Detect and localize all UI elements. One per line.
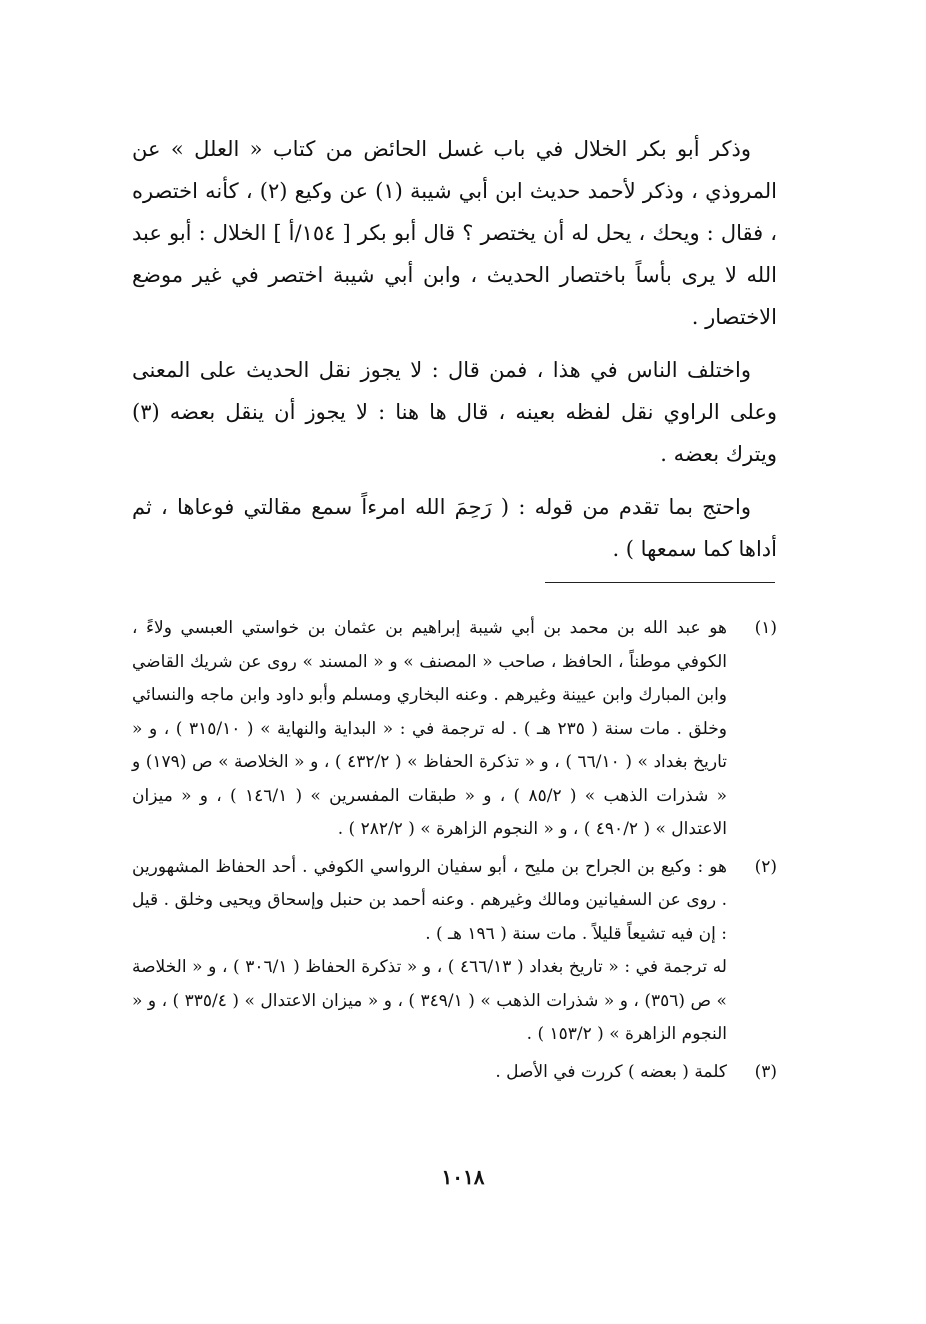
footnotes	[132, 612, 777, 1093]
footnote-text: هو : وكيع بن الجراح بن مليح ، أبو سفيان الرواسي الكوفي . أحد الحفاظ المشهورين . روى عن السفيانين ومالك وغيرهم . وعنه أحمد بن حنبل وإسحاق ويحيى وخلق . قيل : إن فيه تشيعاً قليلاً . مات سنة ( ١٩٦ هـ ) .	[132, 856, 727, 944]
footnote-text: له ترجمة في : « تاريخ بغداد ( ٤٦٦/١٣ ) ، و « تذكرة الحفاظ ( ٣٠٦/١ ) ، و « الخلاصة » ص (٣٥٦) ، و « شذرات الذهب » ( ٣٤٩/١ ) ، و « ميزان الاعتدال » ( ٣٣٥/٤ ) ، و « النجوم الزاهرة » ( ١٥٣/٢ ) .	[132, 957, 727, 1044]
page-number: ١٠١٨	[441, 1165, 485, 1189]
footnote-text: كلمة ( بعضه ) كررت في الأصل .	[495, 1061, 727, 1082]
paragraph-1: وذكر أبو بكر الخلال في باب غسل الحائض من كتاب « العلل » عن المروذي ، وذكر لأحمد حديث ابن أبي شيبة (١) عن وكيع (٢) ، كأنه اختصره ، فقال : ويحك ، يحل له أن يختصر ؟ قال أبو بكر [ ١٥٤/أ ] الخلال : أبو عبد الله لا يرى بأساً باختصار الحديث ، وابن أبي شيبة اختصر في غير موضع الاختصار .	[132, 137, 777, 329]
footnote-body	[132, 1056, 727, 1090]
footnote-body	[132, 851, 727, 1052]
main-text	[132, 128, 777, 581]
footnote-text: هو عبد الله بن محمد بن أبي شيبة إبراهيم بن عثمان بن خواستي العبسي ولاءً ، الكوفي موطناً ، الحافظ ، صاحب « المصنف » و « المسند » روى عن شريك القاضي وابن المبارك وابن عيينة وغيرهم . وعنه البخاري ومسلم وأبو داود وابن ماجه والنسائي وخلق . مات سنة ( ٢٣٥ هـ ) . له ترجمة في : « البداية والنهاية » ( ٣١٥/١٠ ) ، و « تاريخ بغداد » ( ٦٦/١٠ ) ، و « تذكرة الحفاظ » ( ٤٣٢/٢ ) ، و « الخلاصة » ص (١٧٩) و « شذرات الذهب » ( ٨٥/٢ ) ، و « طبقات المفسرين » ( ١٤٦/١ ) ، و « ميزان الاعتدال » ( ٤٩٠/٢ ) ، و « النجوم الزاهرة » ( ٢٨٢/٢ ) .	[132, 618, 728, 839]
footnote-2	[132, 851, 777, 1052]
footnote-divider	[545, 582, 775, 583]
footnote-number: (١)	[754, 618, 777, 638]
paragraph-3: واحتج بما تقدم من قوله : ( رَحِمَ الله امرءاً سمع مقالتي فوعاها ، ثم أداها كما سمعها ) .	[132, 495, 777, 561]
footnote-number: (٢)	[754, 856, 777, 877]
footnote-3	[132, 1056, 777, 1090]
footnote-body	[132, 612, 727, 847]
paragraph-2: واختلف الناس في هذا ، فمن قال : لا يجوز نقل الحديث على المعنى وعلى الراوي نقل لفظه بعينه ، قال ها هنا : لا يجوز أن ينقل بعضه (٣) ويترك بعضه .	[132, 358, 777, 466]
footnote-1	[132, 612, 777, 847]
footnote-number: (٣)	[754, 1061, 777, 1082]
